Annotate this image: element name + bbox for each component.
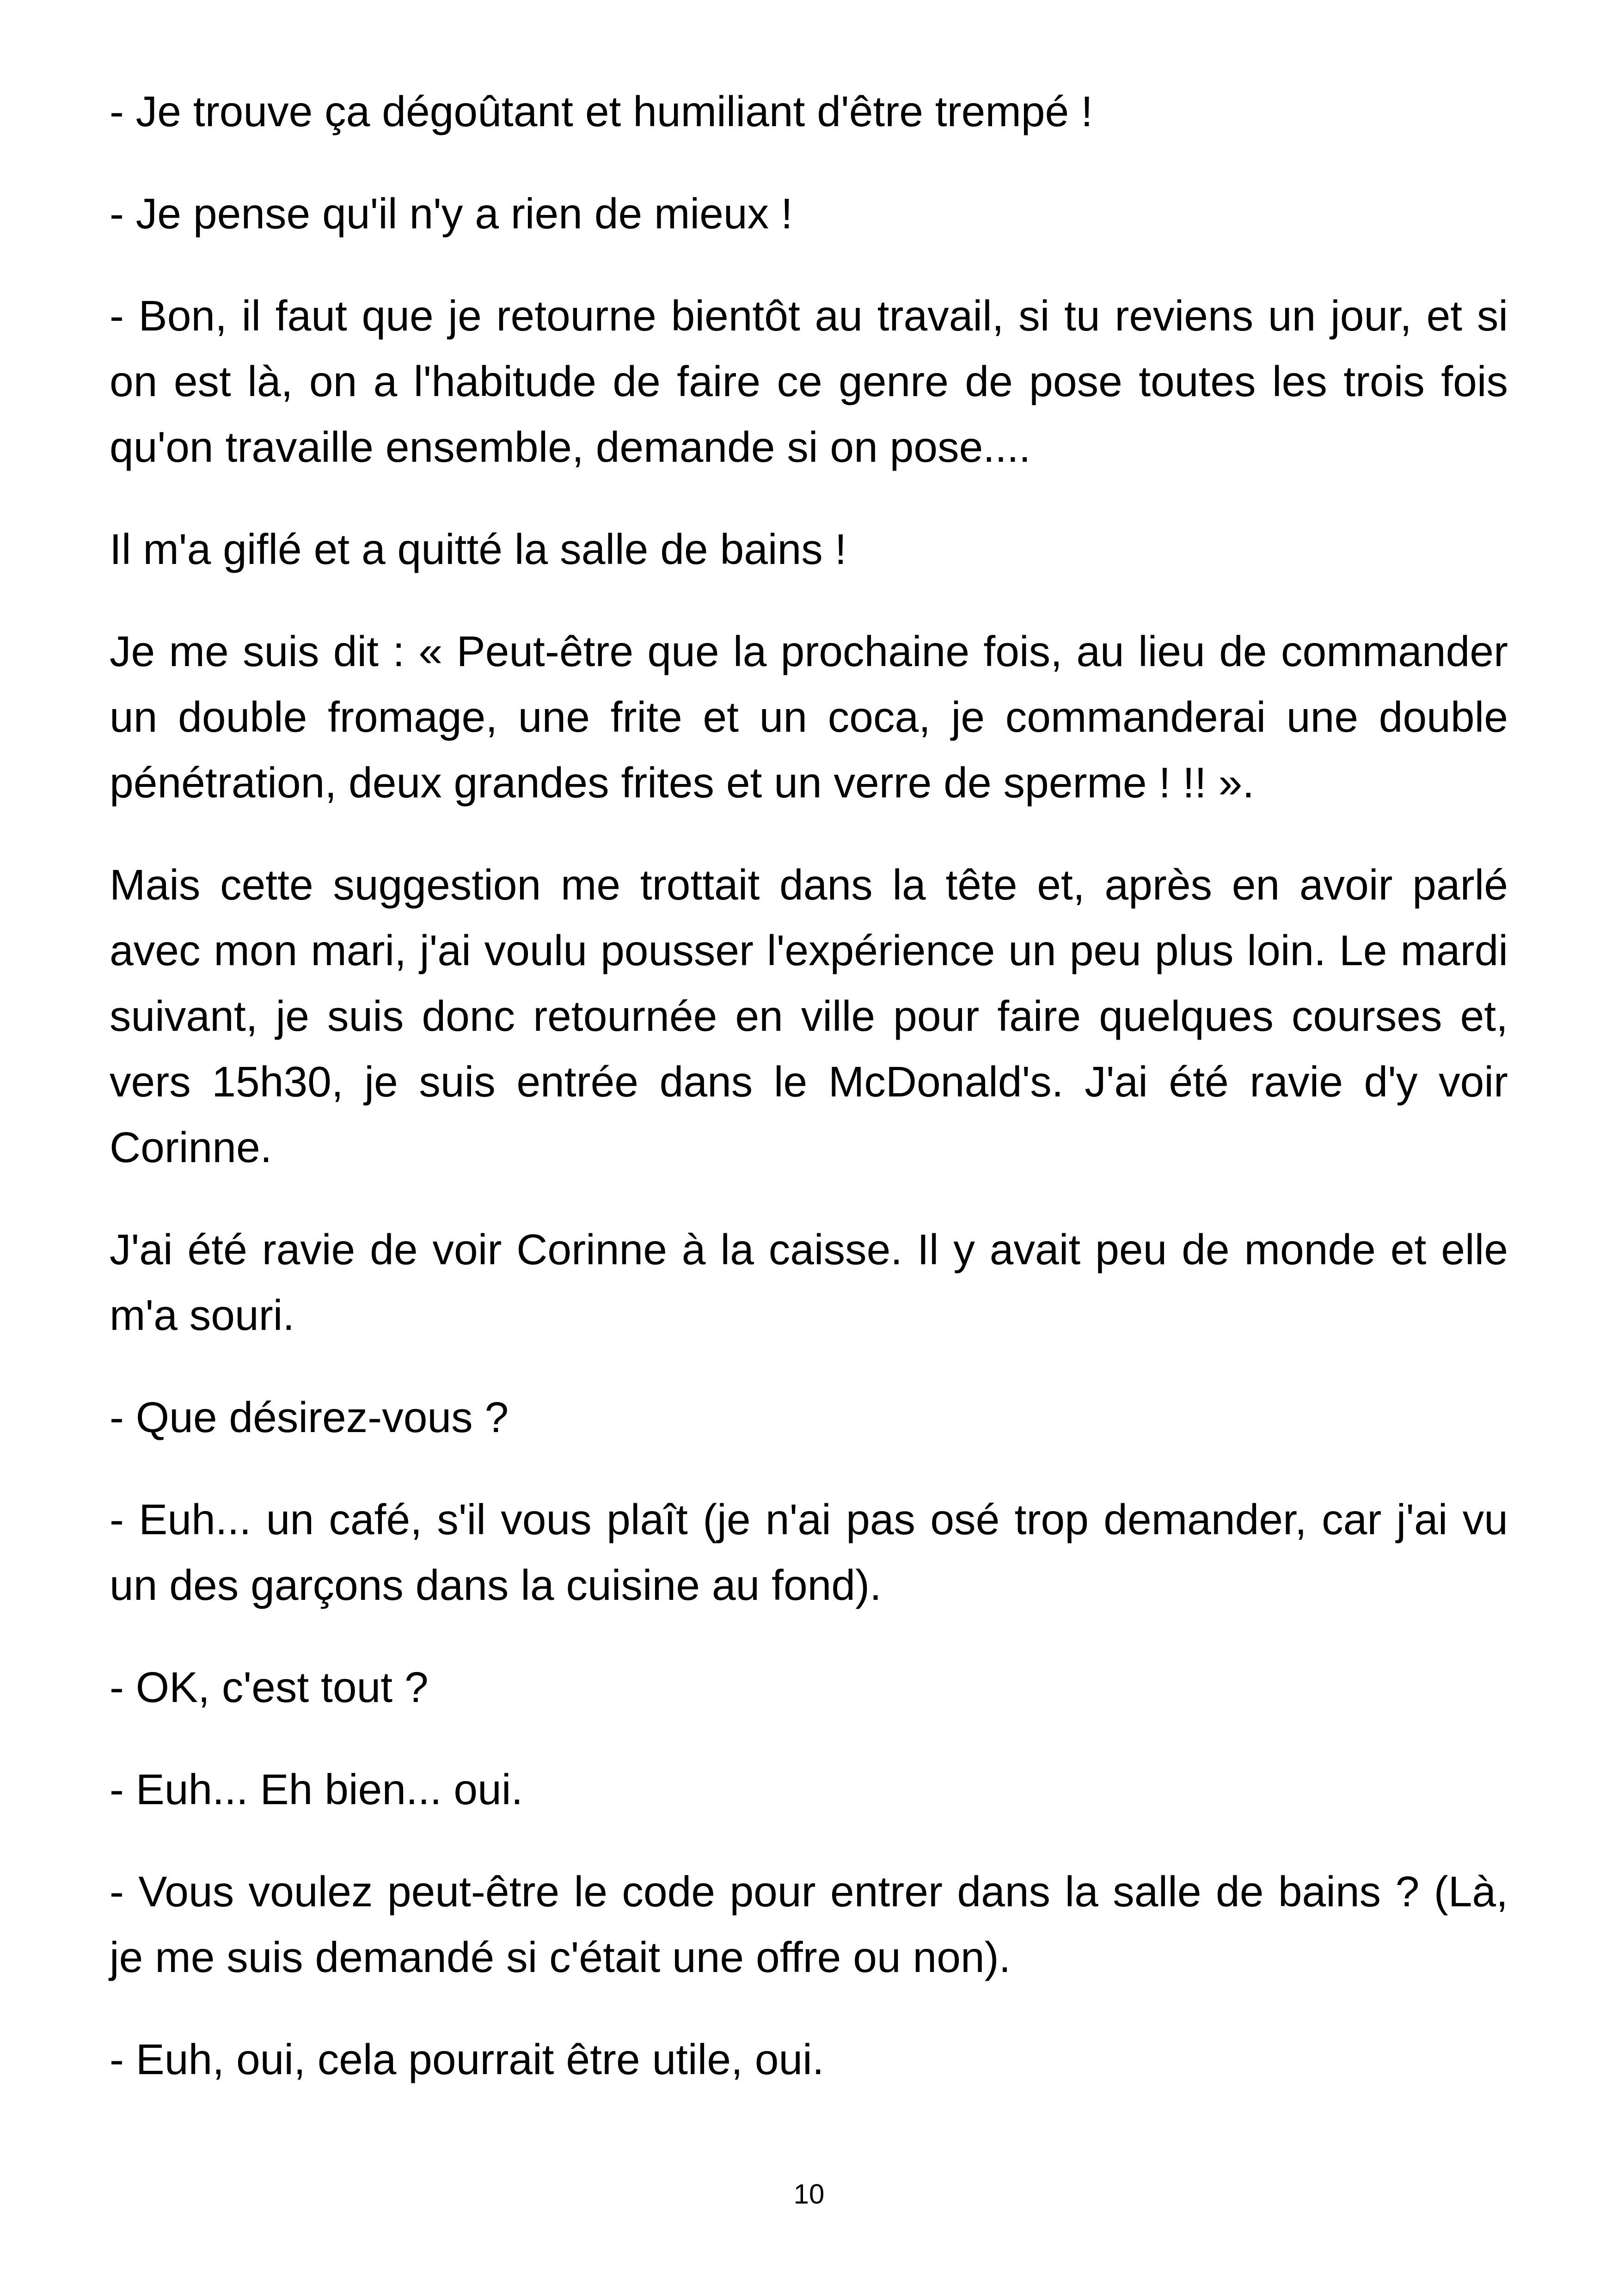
paragraph-3: - Bon, il faut que je retourne bientôt au travail, si tu reviens un jour, et si on est là, on a l'habitude de faire ce genre de pose toutes les trois fois qu'on travaille ensemble, demande si on pose....: [110, 292, 1508, 471]
paragraph-12: - Vous voulez peut-être le code pour entrer dans la salle de bains ? (Là, je me suis demandé si c'était une offre ou non).: [110, 1867, 1508, 1981]
document-page: [110, 79, 1508, 2129]
paragraph-6: Mais cette suggestion me trottait dans la tête et, après en avoir parlé avec mon mari, j'ai voulu pousser l'expérience un peu plus loin. Le mardi suivant, je suis donc retournée en ville pour faire quelques courses et, vers 15h30, je suis entrée dans le McDonald's. J'ai été ravie d'y voir Corinne.: [110, 861, 1508, 1171]
paragraph-4: Il m'a giflé et a quitté la salle de bains !: [110, 525, 847, 573]
paragraph-10: - OK, c'est tout ?: [110, 1663, 429, 1711]
paragraph-1: - Je trouve ça dégoûtant et humiliant d'être trempé !: [110, 87, 1093, 135]
paragraph-8: - Que désirez-vous ?: [110, 1393, 509, 1441]
paragraph-9: - Euh... un café, s'il vous plaît (je n'ai pas osé trop demander, car j'ai vu un des garçons dans la cuisine au fond).: [110, 1495, 1508, 1609]
paragraph-13: - Euh, oui, cela pourrait être utile, oui.: [110, 2035, 824, 2083]
paragraph-7: J'ai été ravie de voir Corinne à la caisse. Il y avait peu de monde et elle m'a souri.: [110, 1225, 1508, 1339]
paragraph-5: Je me suis dit : « Peut-être que la prochaine fois, au lieu de commander un double fromage, une frite et un coca, je commanderai une double pénétration, deux grandes frites et un verre de sperme ! !! ».: [110, 627, 1508, 807]
paragraph-2: - Je pense qu'il n'y a rien de mieux !: [110, 190, 793, 238]
page-number: 10: [793, 2179, 825, 2210]
paragraph-11: - Euh... Eh bien... oui.: [110, 1765, 523, 1813]
